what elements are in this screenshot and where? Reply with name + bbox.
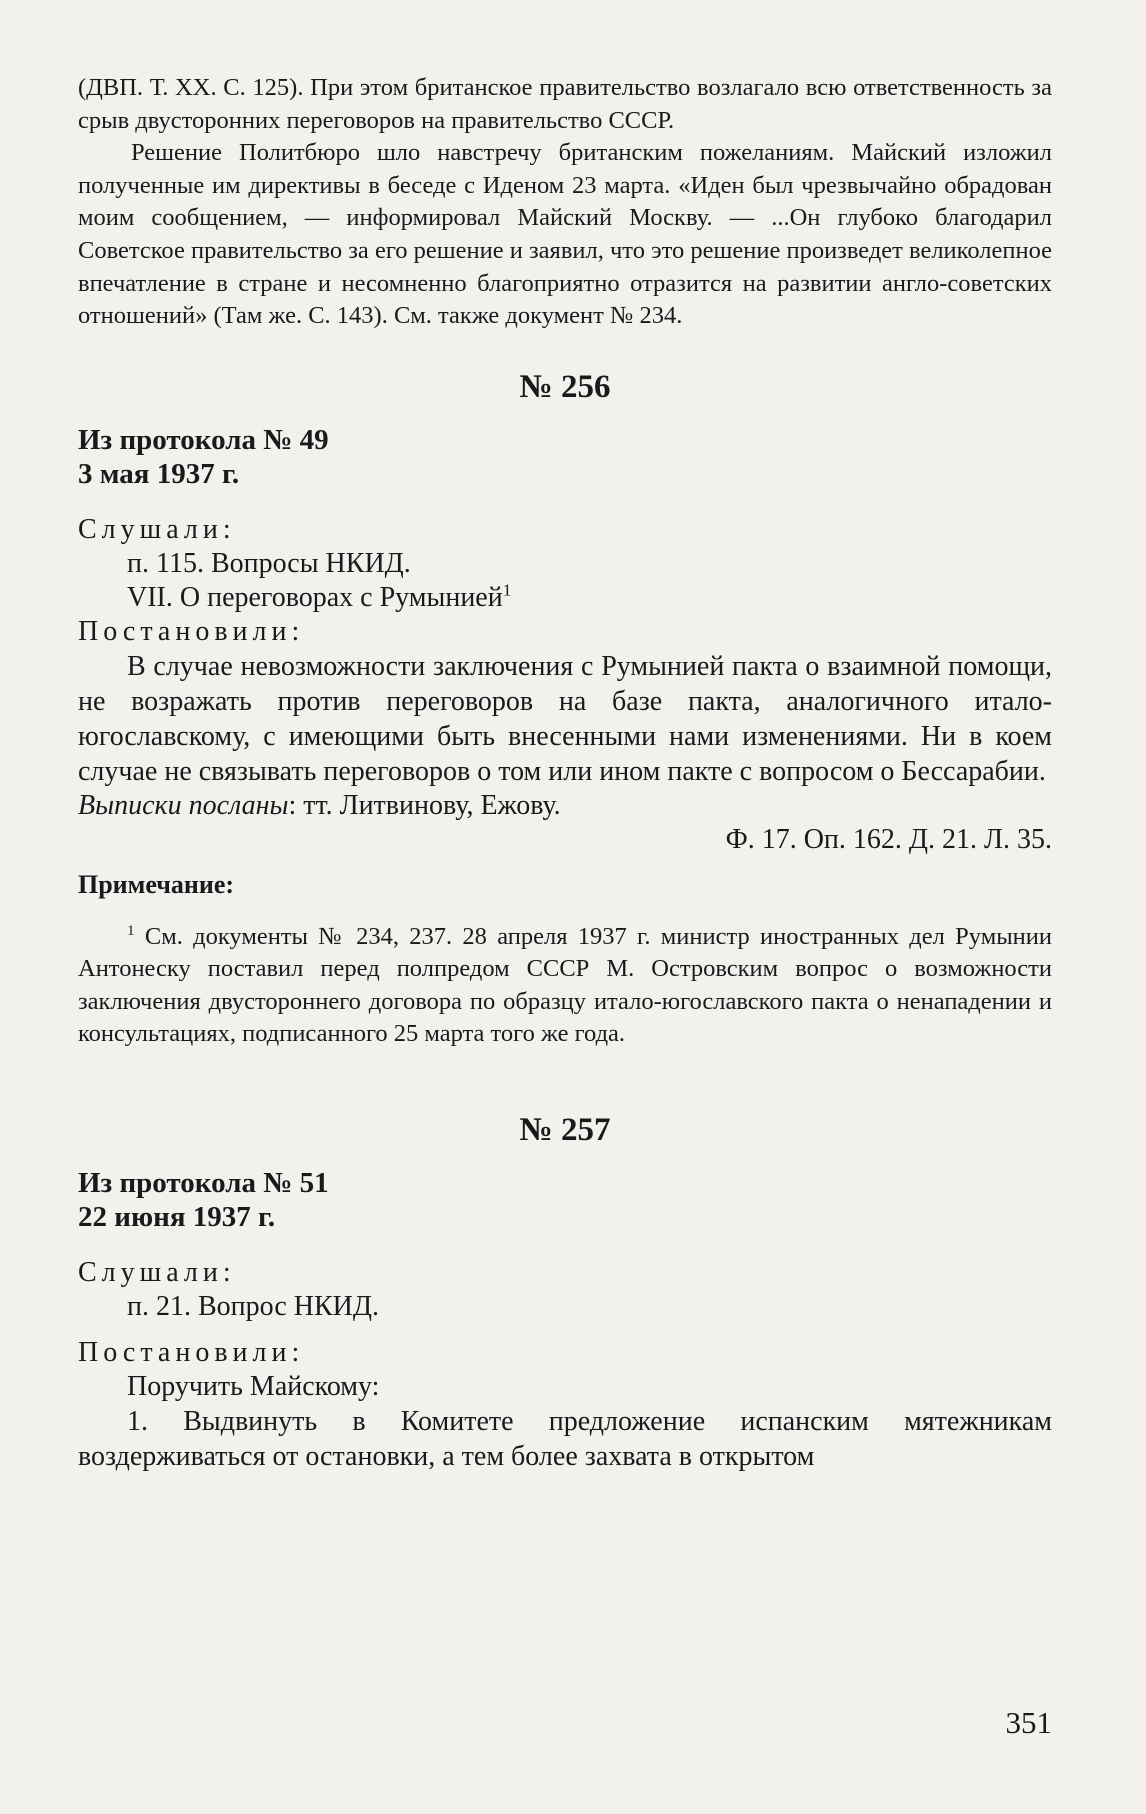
heard-label: Слушали:: [78, 1257, 236, 1289]
intro-paragraph-1: (ДВП. Т. XX. С. 125). При этом британское правительство возлагало всю ответственность за срыв двусторонних переговоров на правительство СССР.: [78, 74, 1052, 134]
footnote-number: 1: [127, 921, 135, 939]
instruction-line: Поручить Майскому:: [127, 1371, 380, 1403]
protocol-heading: Из протокола № 51: [78, 1167, 329, 1200]
resolved-label: Постановили:: [78, 615, 305, 647]
agenda-subitem: [78, 581, 1052, 615]
resolution-point-1: 1. Выдвинуть в Комитете предложение испанским мятежникам воздерживаться от остановки, а тем более захвата в открытом: [78, 1406, 1052, 1473]
page-number: 351: [1005, 1705, 1052, 1740]
agenda-subitem-text: VII. О переговорах с Румынией: [127, 581, 503, 613]
footnote-marker: 1: [502, 580, 512, 600]
document-number: № 257: [519, 1112, 611, 1149]
agenda-item: п. 115. Вопросы НКИД.: [127, 547, 411, 579]
distribution-label: Выписки посланы: [78, 789, 289, 821]
protocol-date: 22 июня 1937 г.: [78, 1201, 276, 1234]
page-content: [78, 72, 1052, 1474]
document-256: [78, 367, 1052, 1051]
document-257: [78, 1110, 1052, 1474]
document-number: № 256: [519, 368, 611, 405]
intro-paragraph-2: Решение Политбюро шло навстречу британским пожеланиям. Майский изложил полученные им директивы в беседе с Иденом 23 марта. «Иден был чрезвычайно обрадован моим сообщением, — информировал Майский Москву. — ...Он глубоко благодарил Советское правительство за его решение и заявил, что это решение произведет великолепное впечатление в стране и несомненно благоприятно отразится на развитии англо-советских отношений» (Там же. С. 143). См. также документ № 234.: [78, 139, 1052, 330]
archive-reference: Ф. 17. Оп. 162. Д. 21. Л. 35.: [725, 823, 1052, 855]
agenda-item: п. 21. Вопрос НКИД.: [127, 1291, 379, 1323]
distribution-line: [78, 789, 1052, 823]
distribution-recipients: : тт. Литвинову, Ежову.: [288, 789, 561, 821]
resolution-text: В случае невозможности заключения с Румынией пакта о взаимной помощи, не возражать против переговоров на базе пакта, аналогичного итало-югославскому, с имеющими быть внесенными нами изменениями. Ни в коем случае не связывать переговоров о том или ином пакте с вопросом о Бессарабии.: [78, 650, 1052, 787]
heard-label: Слушали:: [78, 513, 236, 545]
resolved-label: Постановили:: [78, 1337, 305, 1369]
intro-continuation: [78, 72, 1052, 333]
note-heading: Примечание:: [78, 869, 235, 899]
protocol-heading: Из протокола № 49: [78, 423, 329, 456]
footnote-body: См. документы № 234, 237. 28 апреля 1937 г. министр иностранных дел Румынии Антонеску поставил перед полпредом СССР М. Островским вопрос о возможности заключения двустороннего договора по образцу итало-югославского пакта о ненападении и консультациях, подписанного 25 марта того же года.: [78, 922, 1052, 1047]
footnote-text: [78, 921, 1052, 1051]
protocol-date: 3 мая 1937 г.: [78, 457, 240, 490]
